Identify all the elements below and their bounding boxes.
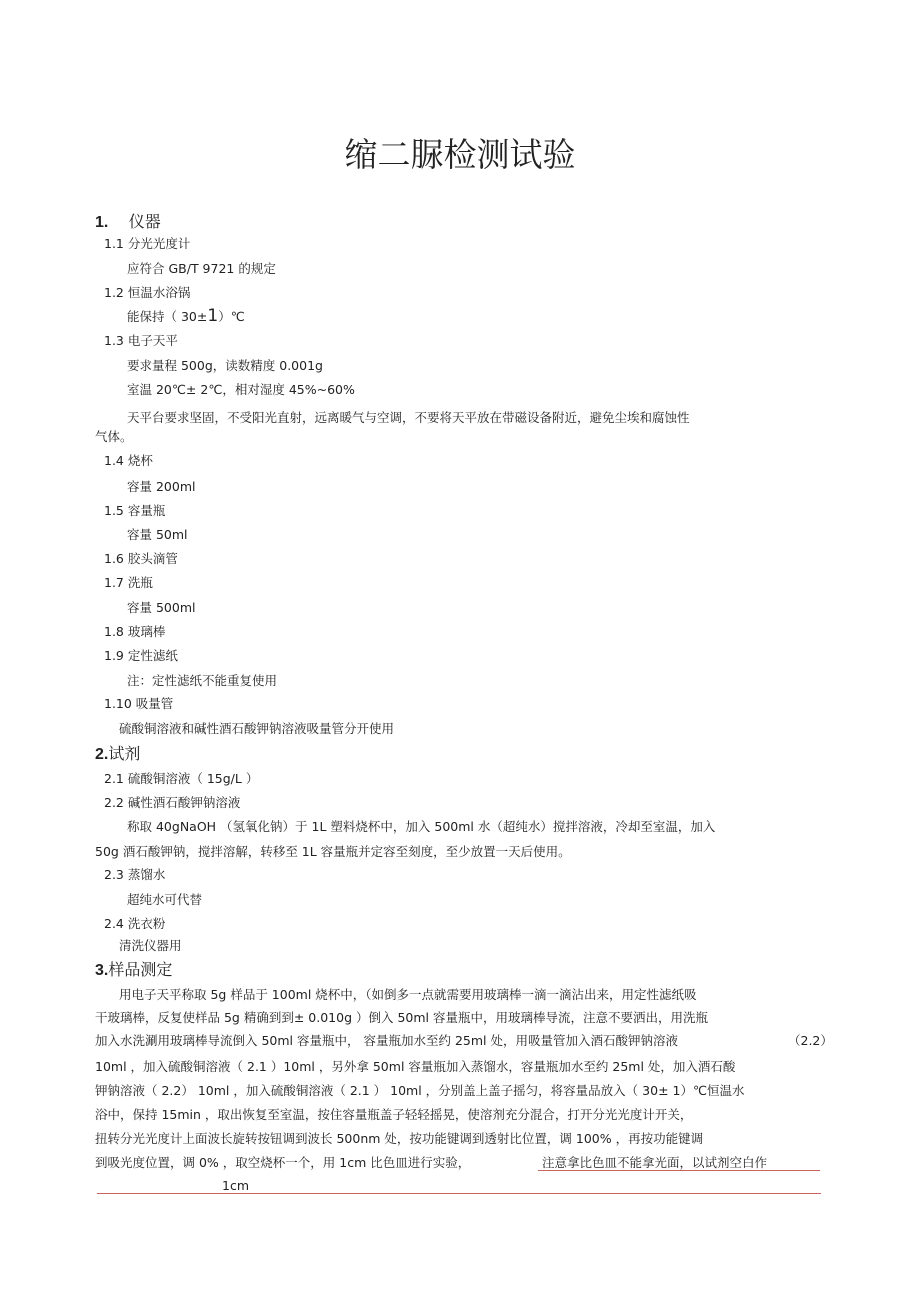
item-1-4-text: 容量 200ml <box>127 479 196 494</box>
section-3-para-line-9: 1cm <box>222 1178 250 1193</box>
item-1-3-text-c: 天平台要求坚固，不受阳光直射，远离暖气与空调，不要将天平放在带磁设备附近，避免尘埃和腐蚀性 <box>127 410 690 425</box>
section-2-heading <box>95 744 140 765</box>
item-2-1: 2.1 硫酸铜溶液（ 15g/L ） <box>104 771 259 786</box>
item-1-1: 1.1 分光光度计 <box>104 236 191 251</box>
section-3-para-line-3-end: （2.2） <box>788 1033 833 1048</box>
item-1-9-note: 注：定性滤纸不能重复使用 <box>127 673 278 688</box>
item-1-3: 1.3 电子天平 <box>104 333 178 348</box>
section-2-number: 2. <box>95 746 109 763</box>
section-3-para-line-8: 到吸光度位置，调 0% ，取空烧杯一个，用 1cm 比色皿进行实验， <box>95 1155 471 1170</box>
item-1-3-text-b: 室温 20℃± 2℃，相对湿度 45%~60% <box>127 382 355 397</box>
item-1-10: 1.10 吸量管 <box>104 696 174 711</box>
item-1-5-text: 容量 50ml <box>127 527 188 542</box>
section-1-heading <box>95 212 161 233</box>
item-2-2-text-a: 称取 40gNaOH （氢氧化钠）于 1L 塑料烧杯中，加入 500ml 水（超纯水）搅拌溶液，冷却至室温，加入 <box>127 819 716 834</box>
item-1-7-text: 容量 500ml <box>127 600 196 615</box>
item-2-3: 2.3 蒸馏水 <box>104 867 166 882</box>
note-underline-long <box>97 1193 821 1194</box>
section-3-title: 样品测定 <box>108 960 173 979</box>
item-1-2: 1.2 恒温水浴锅 <box>104 285 191 300</box>
item-2-4: 2.4 洗衣粉 <box>104 916 166 931</box>
section-3-number: 3. <box>95 962 109 979</box>
item-1-2-text-post: ）℃ <box>218 309 245 324</box>
section-1-title: 仪器 <box>128 212 161 231</box>
section-3-note-text: 注意拿比色皿不能拿光面，以试剂空白作 <box>542 1155 768 1170</box>
section-2-title: 试剂 <box>108 744 141 763</box>
section-3-para-line-1: 用电子天平称取 5g 样品于 100ml 烧杯中，（如倒多一点就需要用玻璃棒一滴一滴沾出来，用定性滤纸吸 <box>119 987 697 1002</box>
note-underline <box>538 1170 820 1171</box>
section-1-number: 1. <box>95 214 109 231</box>
page-title: 缩二脲检测试验 <box>344 135 576 174</box>
item-1-2-text-pre: 能保持（ 30± <box>127 309 208 324</box>
item-2-2: 2.2 碱性酒石酸钾钠溶液 <box>104 795 241 810</box>
item-1-6: 1.6 胶头滴管 <box>104 551 178 566</box>
item-2-2-text-b: 50g 酒石酸钾钠，搅拌溶解，转移至 1L 容量瓶并定容至刻度，至少放置一天后使用。 <box>95 844 571 859</box>
item-2-3-text: 超纯水可代替 <box>127 892 203 907</box>
section-3-heading <box>95 960 172 981</box>
section-3-para-line-4: 10ml ，加入硫酸铜溶液（ 2.1 ）10ml ，另外拿 50ml 容量瓶加入蒸馏水，容量瓶加水至约 25ml 处，加入酒石酸 <box>95 1059 736 1074</box>
section-3-para-line-6: 浴中，保持 15min ，取出恢复至室温，按住容量瓶盖子轻轻摇晃，使溶剂充分混合，打开分光光度计开关， <box>95 1107 693 1122</box>
item-1-10-text: 硫酸铜溶液和碱性酒石酸钾钠溶液吸量管分开使用 <box>119 721 395 736</box>
item-1-2-text <box>127 308 245 325</box>
section-3-para-line-7: 扭转分光光度计上面波长旋转按钮调到波长 500nm 处，按功能键调到透射比位置，调 100% ，再按功能键调 <box>95 1131 704 1146</box>
section-3-para-line-3: 加入水洗涮用玻璃棒导流倒入 50ml 容量瓶中， 容量瓶加水至约 25ml 处，用吸量管加入酒石酸钾钠溶液 <box>95 1033 678 1048</box>
section-3-para-line-5: 钾钠溶液（ 2.2） 10ml ，加入硫酸铜溶液（ 2.1 ） 10ml ，分别盖上盖子摇匀，将容量品放入（ 30± 1）℃恒温水 <box>95 1083 745 1098</box>
item-1-9: 1.9 定性滤纸 <box>104 648 178 663</box>
item-1-2-text-big: 1 <box>207 306 219 326</box>
section-3-para-line-2: 干玻璃棒，反复使样品 5g 精确到到± 0.010g ）倒入 50ml 容量瓶中，用玻璃棒导流，注意不要洒出，用洗瓶 <box>95 1010 708 1025</box>
item-1-4: 1.4 烧杯 <box>104 453 153 468</box>
item-1-1-text: 应符合 GB/T 9721 的规定 <box>127 261 276 276</box>
item-2-4-text: 清洗仪器用 <box>119 938 182 953</box>
item-1-7: 1.7 洗瓶 <box>104 575 153 590</box>
item-1-8: 1.8 玻璃棒 <box>104 624 166 639</box>
item-1-5: 1.5 容量瓶 <box>104 503 166 518</box>
item-1-3-text-a: 要求量程 500g，读数精度 0.001g <box>127 358 323 373</box>
item-1-3-text-d: 气体。 <box>95 429 133 444</box>
